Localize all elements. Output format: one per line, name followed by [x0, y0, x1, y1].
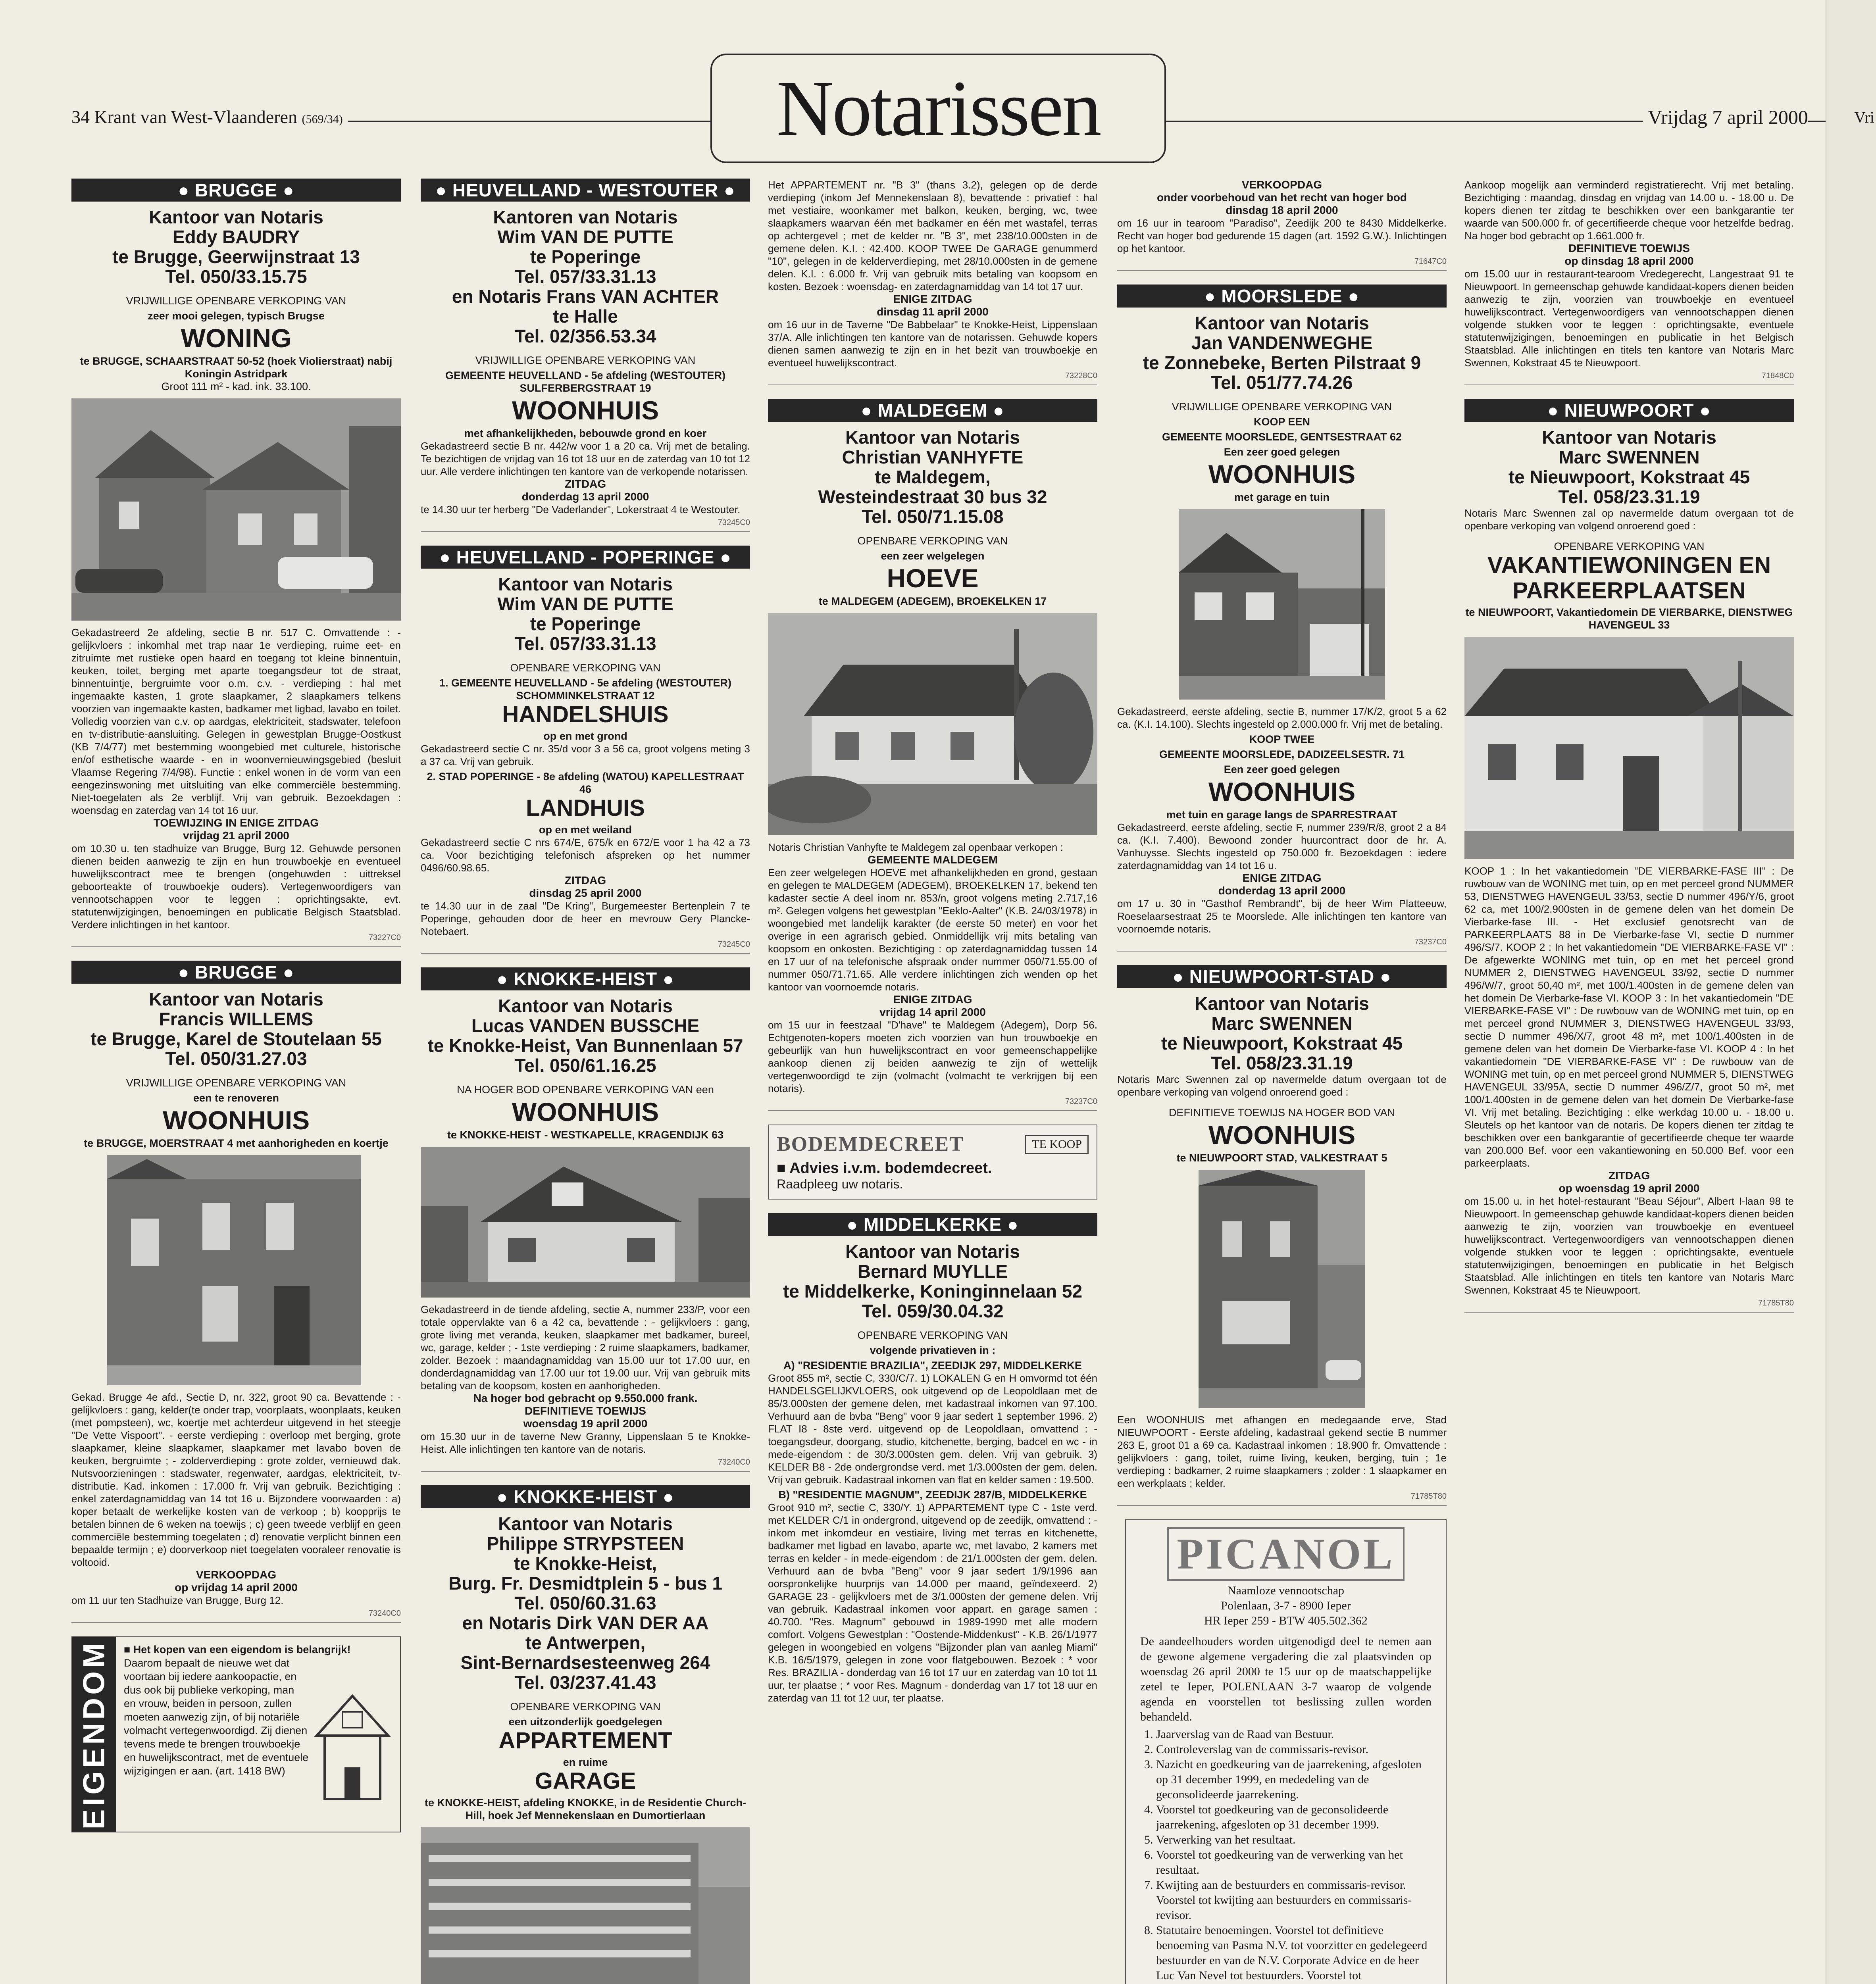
- house-photo-image: [421, 1147, 750, 1298]
- notary-name: Francis WILLEMS: [159, 1009, 314, 1029]
- sale-heading: VERKOOPDAG: [1241, 179, 1322, 191]
- property-address: te KNOKKE-HEIST, afdeling KNOKKE, in de Residentie Church-Hill, hoek Jef Mennekenslaan en Dumortierlaan: [424, 1797, 747, 1821]
- farm-photo-image: [768, 613, 1097, 835]
- ad-code: 73228C0: [768, 371, 1097, 385]
- page-folio: 34 Krant van West-Vlaanderen (569/34): [71, 106, 348, 127]
- sale-heading: DEFINITIEVE TOEWIJS: [1568, 242, 1690, 254]
- office-phone: Tel. 050/71.15.08: [862, 506, 1004, 527]
- sale-heading: ZITDAG: [1608, 1169, 1650, 1182]
- region-bar: ● BRUGGE ●: [71, 961, 401, 984]
- ad-heuvelland-westouter: [421, 179, 750, 532]
- house-photo: [107, 1155, 361, 1385]
- office-city-2: te Halle: [553, 306, 618, 327]
- office-phone: Tel. 057/33.31.13: [514, 633, 656, 654]
- property-description: KOOP 1 : In het vakantiedomein "DE VIERBARKE-FASE III" : De ruwbouw van de WONING met tuin, op en met perceel grond NUMMER 53, DIENSTWEG HAVENGEUL 33/53, sectie D nummer 496/Y/6, groot 62 ca, met 100/2.900sten in de gemene delen van het domein De Vierbarke-fase III. - Het exclusief genotsrecht van de PARKEERPLAATS 88 in De Vierbarke-fase VI, sectie D nummer 496/S/7. KOOP 2 : In het vakantiedomein "DE VIERBARKE-FASE VI" : De afgewerkte WONING met tuin, op en met het perceel grond NUMMER 2, DIENSTWEG HAVENGEUL 33/92, sectie D nummer 496/W/7, groot 50,40 m², met 100/1.400sten in de gemene delen van het domein De Vierbarke-fase VI. KOOP 3 : In het vakantiedomein "DE VIERBARKE-FASE VI" : De ruwbouw van de WONING met tuin, op en met perceel grond NUMMER 3, DIENSTWEG HAVENGEUL 33/93, sectie D nummer 496/X/7, groot 48 m², met 100/1.400sten in de gemene delen van het domein De Vierbarke-fase VI. KOOP 4 : In het vakantiedomein "DE VIERBARKE-FASE VI" : De ruwbouw van de WONING met tuin, op en met perceel grond NUMMER 5, DIENSTWEG HAVENGEUL 33/95A, sectie D nummer 496/Z/7, groot 50 m², met 100/1.400sten in de gemene delen van het domein De Vierbarke-fase VI. Vrij met betaling. Bezichtiging : elke werkdag 10.00 u. - 18.00 u. Sleutels op het kantoor van de notaris. De kopers dienen ter zitdag te beschikken over een bankgarantie of gecertifieerde cheque ter waarde van 200.000 Bef. voor een vakantiewoning en 50.000 Bef. voor een parkeerplaats.: [1464, 865, 1794, 1169]
- ad-brugge-baudry: [71, 179, 401, 947]
- office-address: Westeindestraat 30 bus 32: [818, 486, 1047, 507]
- office-line: Kantoor van Notaris: [1542, 427, 1716, 448]
- sale-date: dinsdag 18 april 2000: [1226, 204, 1338, 216]
- lot-1-type: WOONHUIS: [1208, 459, 1356, 489]
- company-form: Naamloze vennootschap: [1227, 1584, 1345, 1597]
- picanol-logo: PICANOL: [1167, 1527, 1404, 1581]
- sale-sub: GEMEENTE HEUVELLAND - 5e afdeling (WESTOUTER) SULFERBERGSTRAAT 19: [445, 369, 726, 394]
- te-koop-sign: TE KOOP: [1025, 1135, 1089, 1154]
- lot-2-type: LANDHUIS: [526, 795, 645, 821]
- office-phone: Tel. 050/33.15.75: [165, 266, 307, 287]
- sale-details: om 10.30 u. ten stadhuize van Brugge, Burg 12. Gehuwde personen dienen beiden aanwezig te zijn en hun trouwboekje en eventueel huwelijkscontract mee te brengen (ongehuwden : uittreksel geboorteakte of trouwboekje ouders). Vertegenwoordigers van vennootschappen voor te leggen : oprichtingsakte, evt. statutenwijzigingen, benoemingen en publicatie Belgisch Staatsblad. Verdere inlichtingen in het kantoor.: [71, 842, 401, 930]
- office-phone: Tel. 050/31.27.03: [165, 1048, 307, 1069]
- office-phone: Tel. 058/23.31.19: [1211, 1053, 1353, 1073]
- property-description: Gekadastreerd 2e afdeling, sectie B nr. 517 C. Omvattende : - gelijkvloers : inkomhal met trap naar 1e verdieping, ruime eet- en zitruimte met rustieke open haard en toegang tot kleine binnentuin, keuken, toilet, berging met aparte toegangsdeur tot de straat, binnentuintje, bergruimte voor o.m. c.v. - verdieping : hal met ingemaakte kasten, 1 grote slaapkamer, 2 slaapkamers telkens voorzien van ingemaakte kasten, badkamer met ligbad, lavabo en toilet. Volledig voorzien van c.v. op aardgas, elektriciteit, stadswater, telefoon en tv-distributie-aansluiting. Gelegen in gewestplan Brugge-Oostkust (KB 7/4/77) met bestemming woongebied met culturele, historische en/of esthetische waarde - en in woonvernieuwingsgebied (besluit Vlaamse Regering 7/4/98). Functie : enkel wonen in de vorm van een eengezinswoning met uitsluiting van elke commerciële bestemming. Niet-toegelaten als 2e verblijf. Vrij van gebruik. Bezoekdagen : woensdag en zaterdag van 14 tot 16 uur.: [71, 627, 401, 816]
- holiday-homes-photo-image: [1464, 637, 1794, 859]
- sale-date: donderdag 13 april 2000: [521, 490, 649, 503]
- office-address: te Brugge, Karel de Stoutelaan 55: [90, 1029, 382, 1049]
- sale-sub: volgende privatieven in :: [870, 1344, 996, 1356]
- sale-details: om 11 uur ten Stadhuize van Brugge, Burg 12.: [71, 1594, 284, 1606]
- office-phone-2: Tel. 02/356.53.34: [514, 326, 656, 346]
- sale-date: dinsdag 25 april 2000: [529, 887, 642, 899]
- office-city: te Maldegem,: [875, 467, 991, 487]
- sale-heading: ENIGE ZITDAG: [893, 293, 972, 305]
- sale-date: op vrijdag 14 april 2000: [175, 1581, 298, 1594]
- property-description: Het APPARTEMENT nr. "B 3" (thans 3.2), gelegen op de derde verdieping (inkom Jef Mennekenslaan 8), bevattende : privatief : hal met vestiaire, woonkamer met balkon, keuken, berging, wc, twee slaapkamers waarvan één met badkamer en één met wastafel, terras op achtergevel ; met de kelder nr. "B 3", met 238/10.000sten in de gemene delen. K.I. : 42.400. KOOP TWEE De GARAGE genummerd "10", gelegen in de kelderverdieping, met 28/10.000sten in de gemene delen. K.I. : 6.000 fr. Vrij van gebruik mits betaling van koopsom en kosten. Bezoek : woensdag- en zaterdagnamiddag van 14 tot 17 uur.: [768, 179, 1097, 292]
- ad-nieuwpoort-continued: [1464, 179, 1794, 385]
- sale-heading: DEFINITIEVE TOEWIJS: [525, 1405, 646, 1417]
- sale-type: NA HOGER BOD OPENBARE VERKOPING VAN een: [457, 1084, 714, 1096]
- sale-heading: VERKOOPDAG: [196, 1569, 277, 1581]
- property-address: te MALDEGEM (ADEGEM), BROEKELKEN 17: [818, 595, 1047, 607]
- agenda-item: 6. Voorstel tot goedkeuring van de verwerking van het resultaat.: [1156, 1848, 1432, 1878]
- office-line: Kantoor van Notaris: [845, 427, 1020, 448]
- office-line: Kantoor van Notaris: [1195, 993, 1369, 1014]
- office-address-2: Sint-Bernardsesteenweg 264: [460, 1652, 710, 1673]
- ad-code: 73237C0: [768, 1097, 1097, 1111]
- notary-name: Wim VAN DE PUTTE: [497, 227, 673, 247]
- office-address: te Nieuwpoort, Kokstraat 45: [1161, 1033, 1403, 1054]
- office-line: Kantoren van Notaris: [493, 207, 678, 227]
- agenda-item: 1. Jaarverslag van de Raad van Bestuur.: [1156, 1727, 1432, 1742]
- lot-2-sub: met tuin en garage langs de SPARRESTRAAT: [1166, 809, 1398, 821]
- lot-1-description: Gekadastreerd sectie C nr. 35/d voor 3 a 56 ca, groot volgens meting 3 a 37 ca. Vrij van gebruik.: [421, 743, 750, 767]
- house-photo: [1179, 509, 1385, 700]
- eigendom-lead: ■ Het kopen van een eigendom is belangrijk!: [124, 1644, 351, 1655]
- agenda-item: 8. Statutaire benoemingen. Voorstel tot definitieve benoeming van Pasma N.V. tot voorzitter en gedelegeerd bestuurder en van de N.V. Corporate Advice en de heer Luc Van Nevel tot bestuurders. Voorstel tot: [1156, 1923, 1432, 1984]
- property-connector: en ruime: [563, 1756, 608, 1768]
- notary-name-2: en Notaris Frans VAN ACHTER: [452, 286, 719, 307]
- property-description: Een WOONHUIS met afhangen en medegaande erve, Stad NIEUWPOORT - Eerste afdeling, kadastraal gekend sectie B nummer 263 E, groot 01 a 69 ca. Kadastraal inkomen : 18.900 fr. Omvattende : gelijkvloers : gang, toilet, ruime living, keuken, berging, tuin ; 1e verdieping : badkamer, 2 ruime slaapkamers ; zolder : 1 slaapkamer en een werkplaats ; kelder.: [1117, 1414, 1447, 1489]
- ad-maldegem: [768, 399, 1097, 1111]
- ad-code: 73227C0: [71, 933, 401, 947]
- sale-type: VRIJWILLIGE OPENBARE VERKOPING VAN: [475, 354, 696, 366]
- property-address: te KNOKKE-HEIST - WESTKAPELLE, KRAGENDIJK 63: [447, 1129, 724, 1141]
- sale-type: OPENBARE VERKOPING VAN: [510, 662, 661, 674]
- office-address: te Knokke-Heist, Van Bunnenlaan 57: [427, 1035, 743, 1056]
- eigendom-notice: [71, 1636, 401, 1832]
- sale-details: om 15.00 uur in restaurant-tearoom Vredegerecht, Langestraat 91 te Nieuwpoort. In gemeenschap gehuwde kandidaat-kopers dienen beiden aanwezig te zijn, voorzien van trouwboekje en eventueel huwelijkscontract. Vertegenwoordigers van vennootschappen dienen volgende stukken voor te leggen : oprichtingsakte, eventuele statutenwijzigingen, benoemingen en publicatie in het Belgisch Staatsblad. Alle inlichtingen en titels ten kantore van Notaris Marc Swennen, Kokstraat 45 te Nieuwpoort.: [1464, 268, 1794, 369]
- company-address: Polenlaan, 3-7 - 8900 Ieper: [1221, 1599, 1351, 1612]
- property-type: VAKANTIEWONINGEN EN PARKEERPLAATSEN: [1487, 552, 1771, 604]
- sale-sub: onder voorbehoud van het recht van hoger bod: [1156, 191, 1407, 204]
- ad-code: 71785T80: [1464, 1299, 1794, 1313]
- sale-heading: ENIGE ZITDAG: [1242, 872, 1322, 884]
- sale-date: vrijdag 21 april 2000: [183, 829, 289, 842]
- meeting-intro: De aandeelhouders worden uitgenodigd deel te nemen aan de gewone algemene vergadering die zal plaatsvinden op woensdag 26 april 2000 te 15 uur op de maatschappelijke zetel te Ieper, POLENLAAN 3-7 waarop de volgende agenda en voorstellen tot beslissing zullen worden behandeld.: [1140, 1635, 1432, 1723]
- section-title: Notarissen: [776, 64, 1100, 152]
- lot-1-location: GEMEENTE MOORSLEDE, GENTSESTRAAT 62: [1162, 431, 1402, 443]
- residence-a-description: Groot 855 m², sectie C, 330/C/7. 1) LOKALEN G en H omvormd tot één HANDELSGELIJKVLOERS, ook uitgevend op de Leopoldlaan met de 85/3.000sten der gemene delen, met kadastraal inkomen van 97.100. Verhuurd aan de bvba "Beng" voor 9 jaar sedert 1 september 1996. 2) FLAT I8 - 8ste verd. uitgevend op de Leopoldlaan, omvattend : - toegangsdeur, doorgang, studio, kitchenette, berging, badcel en wc - in mede-eigendom : de 30/3.000sten gem. delen. Vrij van gebruik. 3) KELDER B8 - 2de ondergrondse verd. met 1/3.000sten der gem. delen. Vrij van gebruik. Kadastraal inkomen van flat en kelder samen : 19.500.: [768, 1372, 1097, 1486]
- ad-middelkerke: [768, 1213, 1097, 1704]
- bodemdecreet-line-2: Raadpleeg uw notaris.: [777, 1177, 903, 1191]
- notary-name: Marc SWENNEN: [1559, 447, 1700, 467]
- ad-code: 71848C0: [1464, 371, 1794, 385]
- house-photo: [421, 1147, 750, 1298]
- property-sub: met afhankelijkheden, bebouwde grond en koer: [464, 427, 707, 439]
- sale-type: VRIJWILLIGE OPENBARE VERKOPING VAN: [126, 295, 346, 307]
- property-description: Aankoop mogelijk aan verminderd registratierecht. Vrij met betaling. Bezichtiging : maandag, dinsdag en vrijdag van 14.00 u. - 18.00 u. De kopers dienen ter zitdag te beschikken over een bankgarantie ter waarde van 500.000 fr. of gecertifieerde cheque voor hetzelfde bedrag. Na hoger bod gebracht op 1.661.000 fr.: [1464, 179, 1794, 242]
- notary-name: Christian VANHYFTE: [842, 447, 1024, 467]
- ad-code: 73240C0: [421, 1458, 750, 1472]
- sale-details: om 16 uur in tearoom "Paradiso", Zeedijk 200 te 8430 Middelkerke. Recht van hoger bod gedurende 15 dagen (art. 1592 G.W.). Inlichtingen op het kantoor.: [1117, 217, 1447, 254]
- column-3: [768, 179, 1097, 1718]
- ad-middelkerke-continued: [1117, 179, 1447, 271]
- office-address: te Zonnebeke, Berten Pilstraat 9: [1143, 352, 1421, 373]
- ad-brugge-willems: [71, 961, 401, 1623]
- notary-name: Jan VANDENWEGHE: [1191, 333, 1373, 353]
- ad-code: 73237C0: [1117, 938, 1447, 952]
- residence-a: A) "RESIDENTIE BRAZILIA", ZEEDIJK 297, MIDDELKERKE: [783, 1359, 1082, 1371]
- ad-nieuwpoort-stad: [1117, 965, 1447, 1506]
- office-phone: Tel. 059/30.04.32: [862, 1301, 1004, 1321]
- region-bar: ● MOORSLEDE ●: [1117, 285, 1447, 308]
- region-bar: ● NIEUWPOORT ●: [1464, 399, 1794, 422]
- notary-name-2: en Notaris Dirk VAN DER AA: [462, 1613, 709, 1633]
- office-line: Kantoor van Notaris: [845, 1241, 1020, 1262]
- sale-date: op woensdag 19 april 2000: [1559, 1182, 1700, 1194]
- intro-text: Notaris Marc Swennen zal op navermelde datum overgaan tot de openbare verkoping van volgend onroerend goed :: [1117, 1073, 1447, 1098]
- notary-name: Lucas VANDEN BUSSCHE: [471, 1015, 700, 1036]
- price-note: Na hoger bod gebracht op 9.550.000 frank.: [473, 1392, 698, 1404]
- property-type-2: GARAGE: [535, 1768, 636, 1794]
- region-bar: ● HEUVELLAND - WESTOUTER ●: [421, 179, 750, 202]
- region-bar: ● KNOKKE-HEIST ●: [421, 967, 750, 990]
- ad-code: 71785T80: [1117, 1492, 1447, 1506]
- company-registration: HR Ieper 259 - BTW 405.502.362: [1204, 1614, 1368, 1627]
- ad-heuvelland-poperinge: [421, 546, 750, 954]
- office-line: Kantoor van Notaris: [149, 989, 323, 1009]
- lot-2-heading: KOOP TWEE: [1249, 733, 1315, 745]
- sale-sub: een zeer welgelegen: [881, 550, 985, 562]
- sale-date: woensdag 19 april 2000: [523, 1417, 648, 1430]
- property-type: WONING: [181, 323, 292, 353]
- region-bar: ● NIEUWPOORT-STAD ●: [1117, 965, 1447, 988]
- section-title-box: [710, 54, 1166, 163]
- next-page-date-fragment: Vri: [1854, 108, 1874, 126]
- office-line: Kantoor van Notaris: [498, 1513, 673, 1534]
- eigendom-text: [116, 1637, 400, 1832]
- lot-2-intro: Een zeer goed gelegen: [1224, 763, 1340, 775]
- agenda-list: [1148, 1727, 1432, 1984]
- office-line: Kantoor van Notaris: [498, 996, 673, 1016]
- bodemdecreet-notice: [768, 1125, 1097, 1200]
- building-photo: [421, 1827, 750, 1984]
- sale-details: om 15.00 u. in het hotel-restaurant "Beau Séjour", Albert I-laan 98 te Nieuwpoort. In gemeenschap gehuwde kandidaat-kopers dienen beiden aanwezig te zijn, voorzien van trouwboekje en eventueel huwelijkscontract. Vertegenwoordigers van vennootschappen dienen volgende stukken voor te leggen : oprichtingsakte, eventuele statutenwijzigingen, benoemingen en publicatie in het Belgisch Staatsblad. Alle inlichtingen en titels ten kantore van Notaris Marc Swennen, Kokstraat 45 te Nieuwpoort.: [1464, 1195, 1794, 1296]
- ad-knokke-vanden-bussche: [421, 967, 750, 1472]
- property-address: te BRUGGE, SCHAARSTRAAT 50-52 (hoek Violierstraat) nabij Koningin Astridpark: [80, 355, 393, 380]
- region-bar: ● HEUVELLAND - POPERINGE ●: [421, 546, 750, 569]
- intro-text: Notaris Marc Swennen zal op navermelde datum overgaan tot de openbare verkoping van volgend onroerend goed :: [1464, 507, 1794, 532]
- sale-date: op dinsdag 18 april 2000: [1564, 255, 1694, 267]
- notary-name: Wim VAN DE PUTTE: [497, 594, 673, 614]
- office-phone: Tel. 051/77.74.26: [1211, 372, 1353, 393]
- ad-moorslede: [1117, 285, 1447, 952]
- sale-details: te 14.30 uur in de zaal "De Kring", Burgemeester Bertenplein 7 te Poperinge, gehouden door de heer en mevrouw Gery Plancke-Notebaert.: [421, 900, 750, 937]
- notary-name: Philippe STRYPSTEEN: [487, 1533, 684, 1554]
- sale-type: VRIJWILLIGE OPENBARE VERKOPING VAN: [126, 1077, 346, 1089]
- lot-2-location: 2. STAD POPERINGE - 8e afdeling (WATOU) KAPELLESTRAAT 46: [427, 771, 744, 795]
- office-line: Kantoor van Notaris: [1195, 313, 1369, 333]
- property-description: Gekadastreerd in de tiende afdeling, sectie A, nummer 233/P, voor een totale oppervlakte van 6 a 42 ca, bevattende : - gelijkvloers : gang, grote living met veranda, keuken, slaapkamer met badkamer, bureel, wc, garage, kelder ; - 1ste verdieping : 2 ruime slaapkamers, badkamer, zolder. Bezoek : maandagnamiddag van 15.00 uur tot 17.00 uur, en donderdagnamiddag van 17.00 uur tot 19.00 uur. Vrij van gebruik mits betaling van de koopsom, kosten en aanhorigheden.: [421, 1303, 750, 1392]
- sale-sub: een te renoveren: [193, 1092, 279, 1104]
- region-bar: ● KNOKKE-HEIST ●: [421, 1485, 750, 1508]
- property-type: WOONHUIS: [512, 1097, 659, 1127]
- office-city-2: te Antwerpen,: [525, 1632, 646, 1653]
- office-line: Kantoor van Notaris: [498, 574, 673, 594]
- property-type-1: APPARTEMENT: [498, 1728, 672, 1753]
- sale-heading: ZITDAG: [564, 874, 606, 886]
- office-city: te Poperinge: [530, 613, 641, 634]
- agenda-item: 2. Controleverslag van de commissaris-revisor.: [1156, 1742, 1432, 1757]
- agenda-item: 4. Voorstel tot goedkeuring van de geconsolideerde jaarrekening, afgesloten op 31 december 1999.: [1156, 1802, 1432, 1832]
- office-address: te Middelkerke, Koninginnelaan 52: [783, 1281, 1083, 1302]
- property-address: te NIEUWPOORT, Vakantiedomein DE VIERBARKE, DIENSTWEG HAVENGEUL 33: [1465, 606, 1793, 631]
- property-address: te NIEUWPOORT STAD, VALKESTRAAT 5: [1176, 1152, 1387, 1164]
- house-photo: [71, 398, 401, 621]
- building-photo-image: [421, 1827, 750, 1984]
- residence-b: B) "RESIDENTIE MAGNUM", ZEEDIJK 287/B, MIDDELKERKE: [778, 1489, 1087, 1501]
- sale-date: donderdag 13 april 2000: [1218, 884, 1346, 897]
- ad-code: 71647C0: [1117, 257, 1447, 271]
- sale-details: om 15.30 uur in de taverne New Granny, Lippenslaan 5 te Knokke-Heist. Alle inlichtingen ten kantore van de notaris.: [421, 1430, 750, 1455]
- lot-1-sub: met garage en tuin: [1234, 491, 1330, 503]
- column-1: [71, 179, 401, 1832]
- agenda-item: 7. Kwijting aan de bestuurders en commissaris-revisor. Voorstel tot kwijting aan bestuurders en commissaris-revisor.: [1156, 1878, 1432, 1923]
- agenda-item: 5. Verwerking van het resultaat.: [1156, 1832, 1432, 1848]
- house-icon: [313, 1688, 392, 1807]
- sale-date: dinsdag 11 april 2000: [877, 306, 989, 318]
- ad-knokke-continued: [768, 179, 1097, 385]
- house-photo-image: [1179, 509, 1385, 700]
- agenda-item: 3. Nazicht en goedkeuring van de jaarrekening, afgesloten op 31 december 1999, en mededeling van de geconsolideerde jaarrekening.: [1156, 1757, 1432, 1802]
- ad-code: 73240C0: [71, 1609, 401, 1623]
- farm-photo: [768, 613, 1097, 835]
- region-bar: ● BRUGGE ●: [71, 179, 401, 202]
- sale-type: OPENBARE VERKOPING VAN: [857, 1329, 1008, 1341]
- office-city: te Poperinge: [530, 246, 641, 267]
- office-address: te Brugge, Geerwijnstraat 13: [112, 246, 360, 267]
- house-photo-image: [1199, 1170, 1365, 1408]
- notary-name: Marc SWENNEN: [1211, 1013, 1353, 1034]
- property-description: Gekad. Brugge 4e afd., Sectie D, nr. 322, groot 90 ca. Bevattende : - gelijkvloers : gang, kelder(te onder trap, voorplaats, woonplaats, keuken (met pompsteen), wc, koertje met achterdeur uitgevend in het steegje "De Vette Vispoort". - eerste verdieping : overloop met berging, grote slaapkamer, kleine slaapkamer, slaapkamer met lavabo boven de keuken, bergruimte ; - zolderverdieping : grote zolder, vernieuwd dak. Nutsvoorzieningen : stadswater, regenwater, aardgas, elektriciteit, tv-distributie. Kad. inkomen : 17.000 fr. Vrij van gebruik. Bezichtiging : enkel zaterdagnamiddag van 14 tot 16 u. Bijzondere voorwaarden : a) koper betaalt de werkelijke kosten van de verkoop ; b) koopprijs te betalen binnen de 6 weken na toewijs ; c) geen tweede verblijf en geen commerciële bestemming toegelaten ; d) renovatie verplicht binnen een bepaalde termijn ; e) doorverkoop niet toegelaten vooraleer renovatie is voltooid.: [71, 1391, 401, 1568]
- sale-details: om 15 uur in feestzaal "D'have" te Maldegem (Adegem), Dorp 56. Echtgenoten-kopers moeten zich voorzien van hun trouwboekje en gebeurlijk van hun huwelijkscontract en voor gemeenschappelijke aankoop dienen zij beiden aanwezig te zijn of wettelijk vertegenwoordigd te zijn (volmacht (volmacht te verkrijgen bij een notaris).: [768, 1019, 1097, 1094]
- intro-text: Notaris Christian Vanhyfte te Maldegem zal openbaar verkopen :: [768, 841, 1063, 853]
- office-phone: Tel. 057/33.31.13: [514, 266, 656, 287]
- region-bar: ● MALDEGEM ●: [768, 399, 1097, 422]
- ad-knokke-strypsteen: [421, 1485, 750, 1984]
- office-line: Kantoor van Notaris: [149, 207, 323, 227]
- ad-code: 73245C0: [421, 940, 750, 954]
- sale-sub: een uitzonderlijk goedgelegen: [508, 1716, 662, 1728]
- office-phone: Tel. 050/61.16.25: [514, 1055, 656, 1076]
- property-type: WOONHUIS: [162, 1105, 310, 1135]
- lot-1-location: 1. GEMEENTE HEUVELLAND - 5e afdeling (WESTOUTER) SCHOMMINKELSTRAAT 12: [439, 677, 732, 702]
- next-page-edge: [1826, 0, 1876, 1984]
- office-phone: Tel. 050/60.31.63: [514, 1593, 656, 1613]
- notary-name: Eddy BAUDRY: [172, 227, 300, 247]
- property-description: Gekadastreerd sectie B nr. 442/w voor 1 a 20 ca. Vrij met de betaling. Te bezichtigen de vrijdag van 16 tot 18 uur en de zaterdag van 10 tot 12 uur. Alle verdere inlichtingen ten kantore van de verkopende notarissen.: [421, 440, 750, 477]
- lot-2-sub: op en met weiland: [539, 824, 632, 836]
- lot-1-description: Gekadastreerd, eerste afdeling, sectie B, nummer 17/K/2, groot 5 a 62 ca. (K.I. 14.100). Slechts ingesteld op 2.000.000 fr. Vrij met de betaling.: [1117, 706, 1447, 730]
- sale-sub: zeer mooi gelegen, typisch Brugse: [148, 310, 325, 322]
- property-type: WOONHUIS: [512, 396, 659, 425]
- municipality: GEMEENTE MALDEGEM: [867, 854, 998, 866]
- page-date: Vrijdag 7 april 2000: [1643, 106, 1808, 129]
- ad-code: 73245C0: [421, 518, 750, 532]
- office-city: te Knokke-Heist,: [514, 1553, 657, 1574]
- office-address: te Nieuwpoort, Kokstraat 45: [1508, 467, 1750, 487]
- office-phone-2: Tel. 03/237.41.43: [514, 1672, 656, 1693]
- notary-name: Bernard MUYLLE: [857, 1261, 1008, 1282]
- sale-type: OPENBARE VERKOPING VAN: [857, 535, 1008, 547]
- sale-details: te 14.30 uur ter herberg "De Vaderlander", Lokerstraat 4 te Westouter.: [421, 504, 741, 515]
- sale-type: VRIJWILLIGE OPENBARE VERKOPING VAN: [1172, 401, 1392, 413]
- lot-1-intro: Een zeer goed gelegen: [1224, 446, 1340, 458]
- sale-heading: TOEWIJZING IN ENIGE ZITDAG: [153, 817, 319, 829]
- property-type: WOONHUIS: [1208, 1120, 1356, 1150]
- property-area: Groot 111 m² - kad. ink. 33.100.: [161, 381, 311, 392]
- office-address: Burg. Fr. Desmidtplein 5 - bus 1: [448, 1573, 723, 1594]
- ad-nieuwpoort-vierbarke: [1464, 399, 1794, 1313]
- house-photo: [1199, 1170, 1365, 1408]
- picanol-notice: [1125, 1519, 1447, 1984]
- lot-2-location: GEMEENTE MOORSLEDE, DADIZEELSESTR. 71: [1159, 748, 1405, 760]
- sale-date: vrijdag 14 april 2000: [879, 1006, 986, 1018]
- property-description: Een zeer welgelegen HOEVE met afhankelijkheden en grond, gestaan en gelegen te MALDEGEM (ADEGEM), BROEKELKEN 17, bekend ten kadaster sectie A deel inom nr. 853/n, groot volgens meting 2.717,16 m². Gelegen volgens het gewestplan "Eeklo-Aalter" (K.B. 24/03/1978) in woongebied met landelijk karakter (de eerste 50 meter) en voor het overige in een agrarisch gebied. Onmiddellijk vrij mits betaling van koopsom en onkosten. Bezichtiging : op zaterdagnamiddag tussen 14 en 17 uur of na telefonische afspraak onder nummer 050/71.55.00 of nummer 050/71.71.65. Alle verdere inlichtingen zich wenden op het kantoor van voornoemde notaris.: [768, 867, 1097, 993]
- sale-type: OPENBARE VERKOPING VAN: [1554, 540, 1705, 552]
- house-photo-image: [71, 398, 401, 621]
- sale-heading: ENIGE ZITDAG: [893, 993, 972, 1005]
- sale-details: om 17 u. 30 in "Gasthof Rembrandt", bij de heer Wim Platteeuw, Roeselaarsestraat 25 te Moorslede. Alle inlichtingen ten kantore van voornoemde notaris.: [1117, 898, 1447, 935]
- column-5: [1464, 179, 1794, 1326]
- lot-2-description: Gekadastreerd, eerste afdeling, sectie F, nummer 239/R/8, groot 2 a 84 ca. (K.I. 7.400). Bewoond zonder huurcontract door de hr. A. Vanhuysse. Slechts ingesteld op 750.000 fr. Bezoekdagen : iedere zaterdagnamiddag van 14 tot 16 u.: [1117, 821, 1447, 871]
- sale-type: DEFINITIEVE TOEWIJS NA HOGER BOD VAN: [1168, 1107, 1395, 1119]
- sale-type: OPENBARE VERKOPING VAN: [510, 1701, 661, 1713]
- sale-heading: ZITDAG: [564, 478, 606, 490]
- property-address: te BRUGGE, MOERSTRAAT 4 met aanhorigheden en koertje: [84, 1137, 389, 1149]
- property-type: HOEVE: [887, 563, 979, 593]
- lot-2-description: Gekadastreerd sectie C nrs 674/E, 675/k en 672/E voor 1 ha 42 a 73 ca. Voor bezichtiging telefonisch afspreken op het nummer 0496/60.98.65.: [421, 836, 750, 874]
- lot-1-sub: op en met grond: [543, 730, 627, 742]
- eigendom-body: Daarom bepaalt de nieuwe wet dat voortaan bij iedere aankoopactie, en dus ook bij publieke verkoping, man en vrouw, beiden in persoon, zullen moeten aanwezig zijn, of bij notariële volmacht vertegenwoordigd. Zij dienen tevens mede te brengen trouwboekje en huwelijkscontract, met de eventuele wijzigingen er aan. (art. 1418 BW): [124, 1657, 309, 1777]
- bodemdecreet-line-1: ■ Advies i.v.m. bodemdecreet.: [777, 1160, 992, 1177]
- eigendom-vertical-label: EIGENDOM: [72, 1637, 116, 1832]
- lot-1-heading: KOOP EEN: [1253, 416, 1310, 428]
- sale-details: om 16 uur in de Taverne "De Babbelaar" te Knokke-Heist, Lippenslaan 37/A. Alle inlichtingen ten kantore van de notarissen. Gehuwde kopers dienen samen aanwezig te zijn en in het bezit van trouwboekje en eventueel huwelijkscontract.: [768, 319, 1097, 369]
- lot-2-type: WOONHUIS: [1208, 777, 1356, 806]
- residence-b-description: Groot 910 m², sectie C, 330/Y. 1) APPARTEMENT type C - 1ste verd. met KELDER C/1 in ondergrond, uitgevend op de zeedijk, omvattend : - inkom met inkomdeur en vestiaire, living met terras en kitchenette, badkamer met ligbad en lavabo, aparte wc, met lavabo, 2 kamers met terras en kelder - in mede-eigendom : de 21/1.000sten der gem. delen. Verhuurd aan de bvba "Beng" voor 9 jaar sedert 1/9/1996 aan oorspronkelijke huurprijs van 14.000 per maand, geïndexeerd. 2) GARAGE 23 - gelijkvloers met de 3/1.000sten der gemene delen. Vrij van gebruik. Kadastraal inkomen voor appart. en garage samen : 40.700. "Res. Magnum" gebouwd in 1989-1990 met alle modern comfort. Volgens Gewestplan : "Oostende-Middenkust" - K.B. 26/1/1977 gelegen in woongebied en volgens "Bijzonder plan van aanleg Miami" K.B. 16/5/1979, gelegen in zone voor flatgebouwen. Bezoek : * voor Res. BRAZILIA - donderdag van 16 tot 17 uur en zaterdag van 10 tot 11 uur, ter plaatse ; * voor Res. Magnum - donderdag van 17 tot 18 uur en zaterdag van 11 tot 12 uur, ter plaatse.: [768, 1501, 1097, 1704]
- house-photo-image: [107, 1155, 361, 1385]
- column-4: [1117, 179, 1447, 1984]
- bodemdecreet-title: BODEMDECREET: [777, 1133, 964, 1155]
- office-phone: Tel. 058/23.31.19: [1558, 486, 1700, 507]
- column-2: [421, 179, 750, 1984]
- holiday-homes-photo: [1464, 637, 1794, 859]
- region-bar: ● MIDDELKERKE ●: [768, 1213, 1097, 1236]
- lot-1-type: HANDELSHUIS: [502, 702, 669, 727]
